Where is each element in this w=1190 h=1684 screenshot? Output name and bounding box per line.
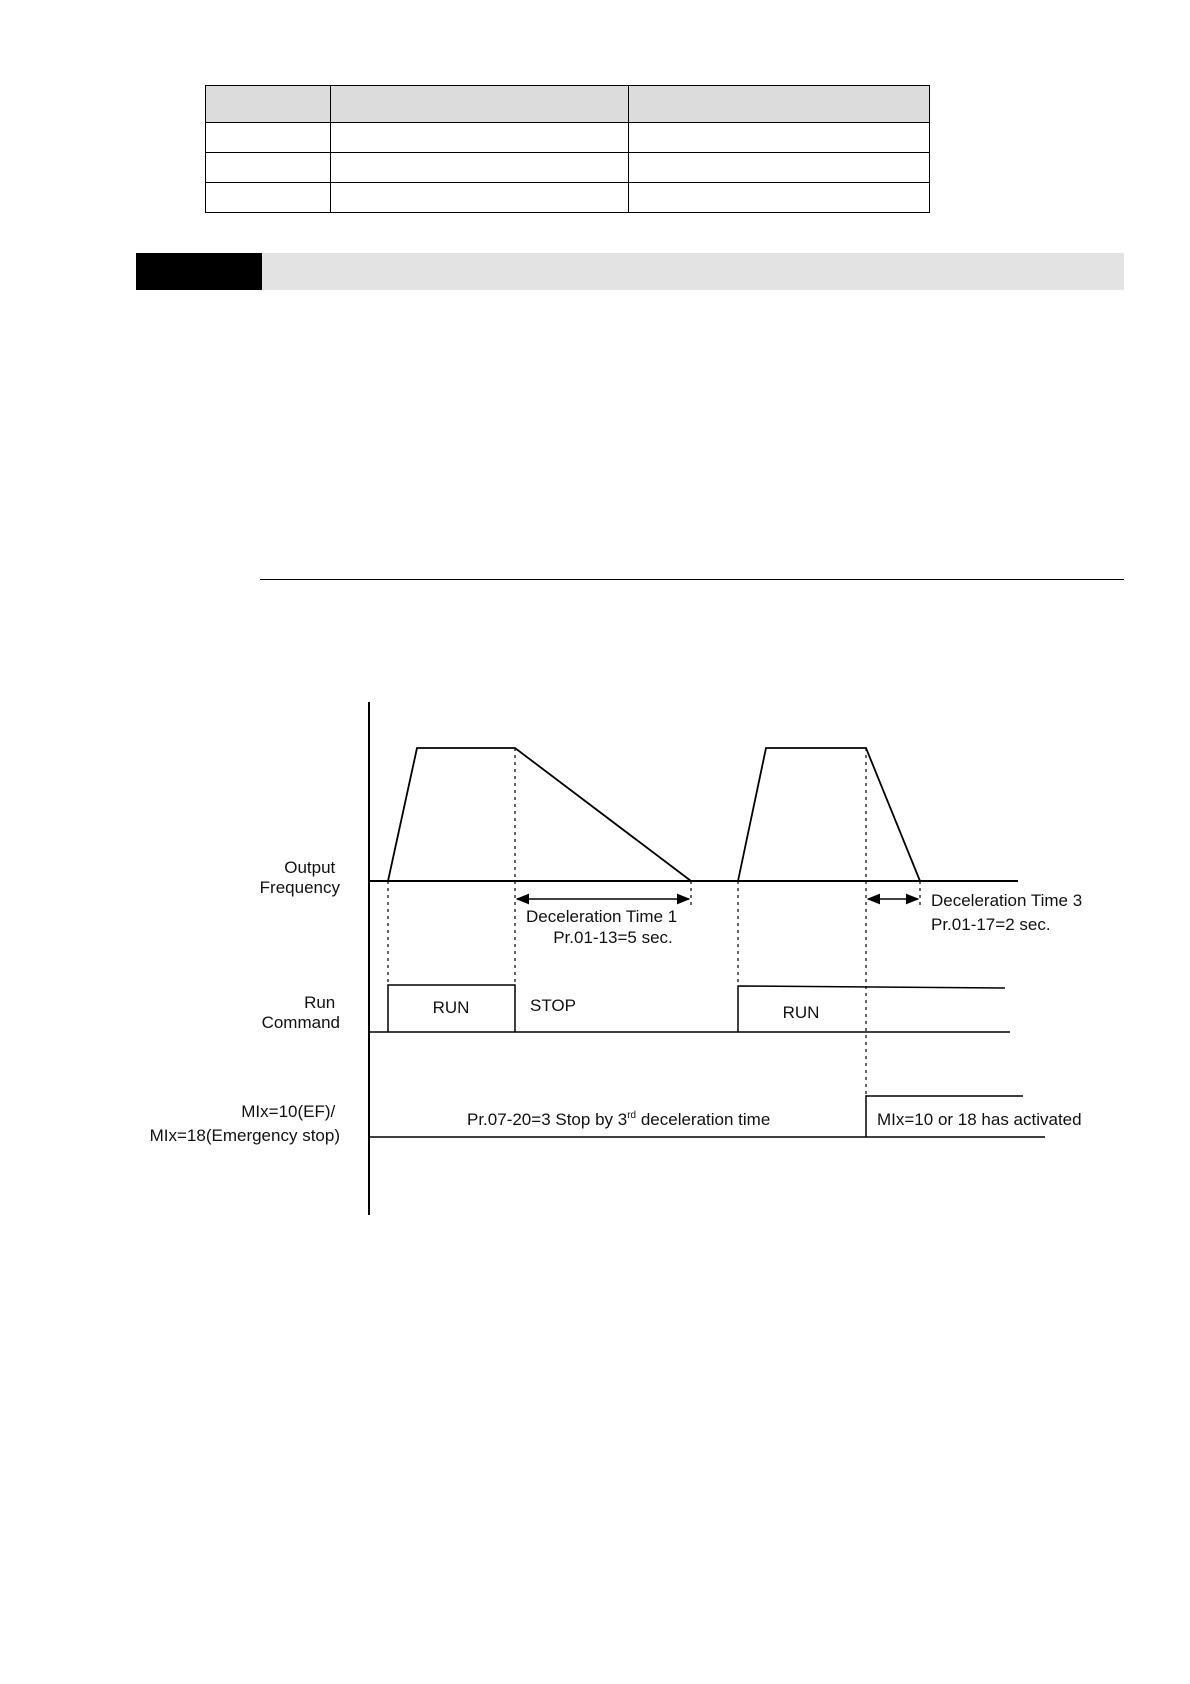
frequency-waveform-1: [388, 748, 691, 881]
mi-activated-label: MIx=10 or 18 has activated: [877, 1110, 1082, 1129]
run-label-1: RUN: [432, 998, 470, 1017]
run-pulse-2: [738, 986, 1005, 1032]
output-frequency-label: Output Frequency: [259, 858, 340, 897]
run-command-label: Run Command: [261, 993, 340, 1032]
run-label-2: RUN: [782, 1003, 820, 1022]
decel-time-1-label: Deceleration Time 1 Pr.01-13=5 sec.: [526, 907, 678, 947]
stop-label: STOP: [530, 996, 576, 1015]
decel-time-3-label: Deceleration Time 3 Pr.01-17=2 sec.: [931, 891, 1083, 934]
stop-by-third-decel-label: Pr.07-20=3 Stop by 3rd deceleration time: [467, 1110, 771, 1129]
frequency-waveform-2: [738, 748, 920, 881]
mi-signal-label: MIx=10(EF)/ MIx=18(Emergency stop): [149, 1102, 340, 1145]
